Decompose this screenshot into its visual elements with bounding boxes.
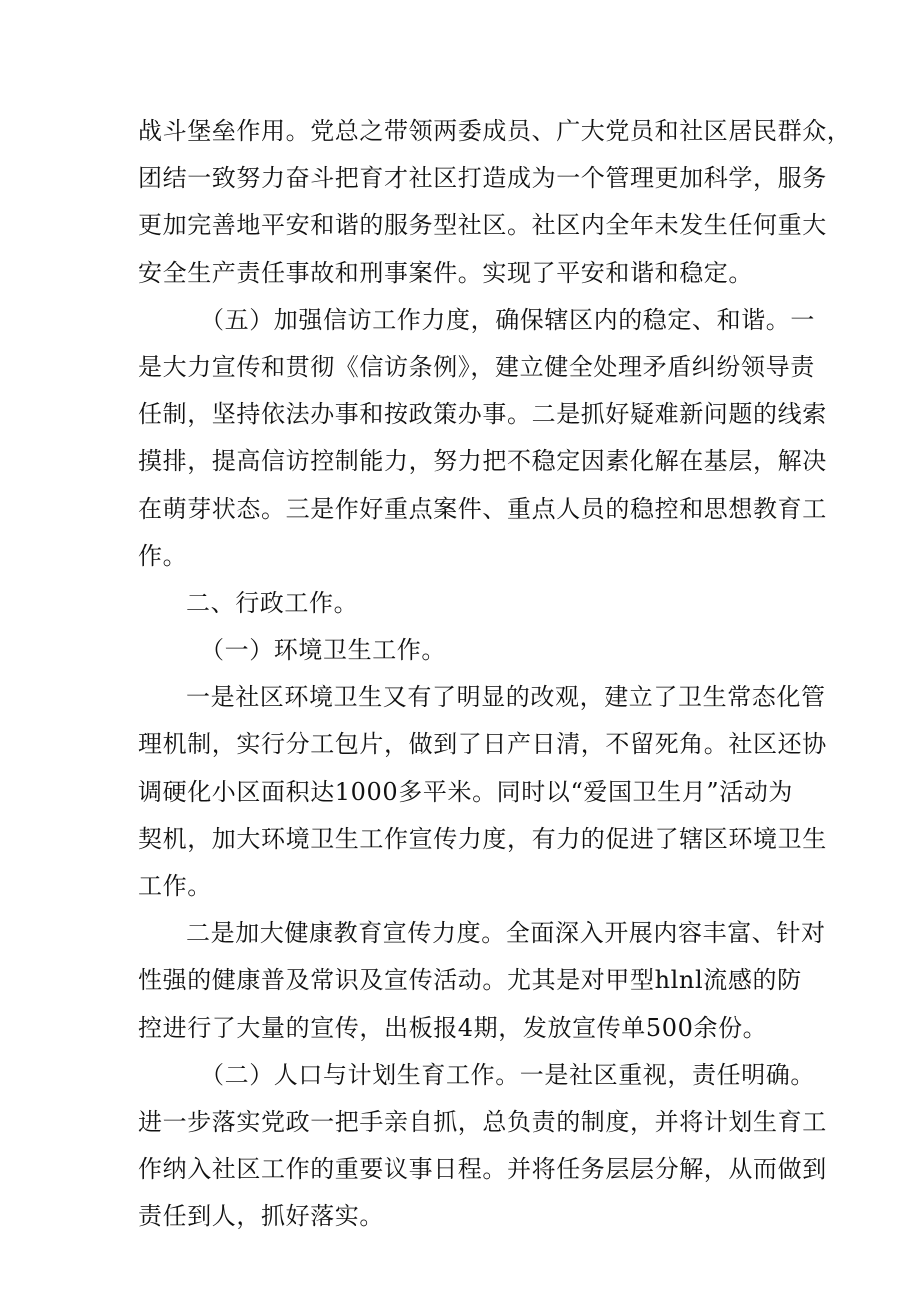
text-line: 作纳入社区工作的重要议事日程。并将任务层层分解，从而做到 [138,1155,827,1184]
text-line: 控进行了大量的宣传，出板报4期，发放宣传单500余份。 [138,1013,768,1042]
section-heading: 二、行政工作。 [186,588,359,617]
subsection-heading: （一）环境卫生工作。 [200,636,446,665]
text-line: 进一步落实党政一把手亲自抓，总负责的制度，并将计划生育工 [138,1107,827,1136]
text-line: 理机制，实行分工包片，做到了日产日清，不留死角。社区还协 [138,730,827,759]
text-line: 契机，加大环境卫生工作宣传力度，有力的促进了辖区环境卫生 [138,824,827,853]
text-line: 在萌芽状态。三是作好重点案件、重点人员的稳控和思想教育工 [138,494,827,523]
text-line: 性强的健康普及常识及宣传活动。尤其是对甲型hlnl流感的防 [138,966,802,995]
text-line: 团结一致努力奋斗把育才社区打造成为一个管理更加科学，服务 [138,164,827,193]
text-line: 二是加大健康教育宣传力度。全面深入开展内容丰富、针对 [186,919,826,948]
text-line: 工作。 [138,872,212,900]
subsection-heading-line: （二）人口与计划生育工作。一是社区重视，责任明确。 [200,1060,815,1089]
text-line: 责任到人，抓好落实。 [138,1202,384,1231]
document-body [138,108,852,1241]
text-line: 一是社区环境卫生又有了明显的改观，建立了卫生常态化管 [186,683,826,712]
text-line: 战斗堡垒作用。党总之带领两委成员、广大党员和社区居民群众， [138,117,852,145]
text-line: 是大力宣传和贯彻《信访条例》，建立健全处理矛盾纠纷领导责 [138,352,815,381]
section-heading-line: （五）加强信访工作力度，确保辖区内的稳定、和谐。一 [200,305,815,334]
text-line: 任制，坚持依法办事和按政策办事。二是抓好疑难新问题的线索 [138,400,827,429]
text-line: 作。 [138,541,188,570]
text-line: 摸排，提高信访控制能力，努力把不稳定因素化解在基层，解决 [138,447,827,476]
text-line: 安全生产责任事故和刑事案件。实现了平安和谐和稳定。 [138,258,753,287]
text-line: 调硬化小区面积达1000多平米。同时以“爱国卫生月”活动为 [138,777,794,806]
text-line: 更加完善地平安和谐的服务型社区。社区内全年未发生任何重大 [138,211,827,240]
